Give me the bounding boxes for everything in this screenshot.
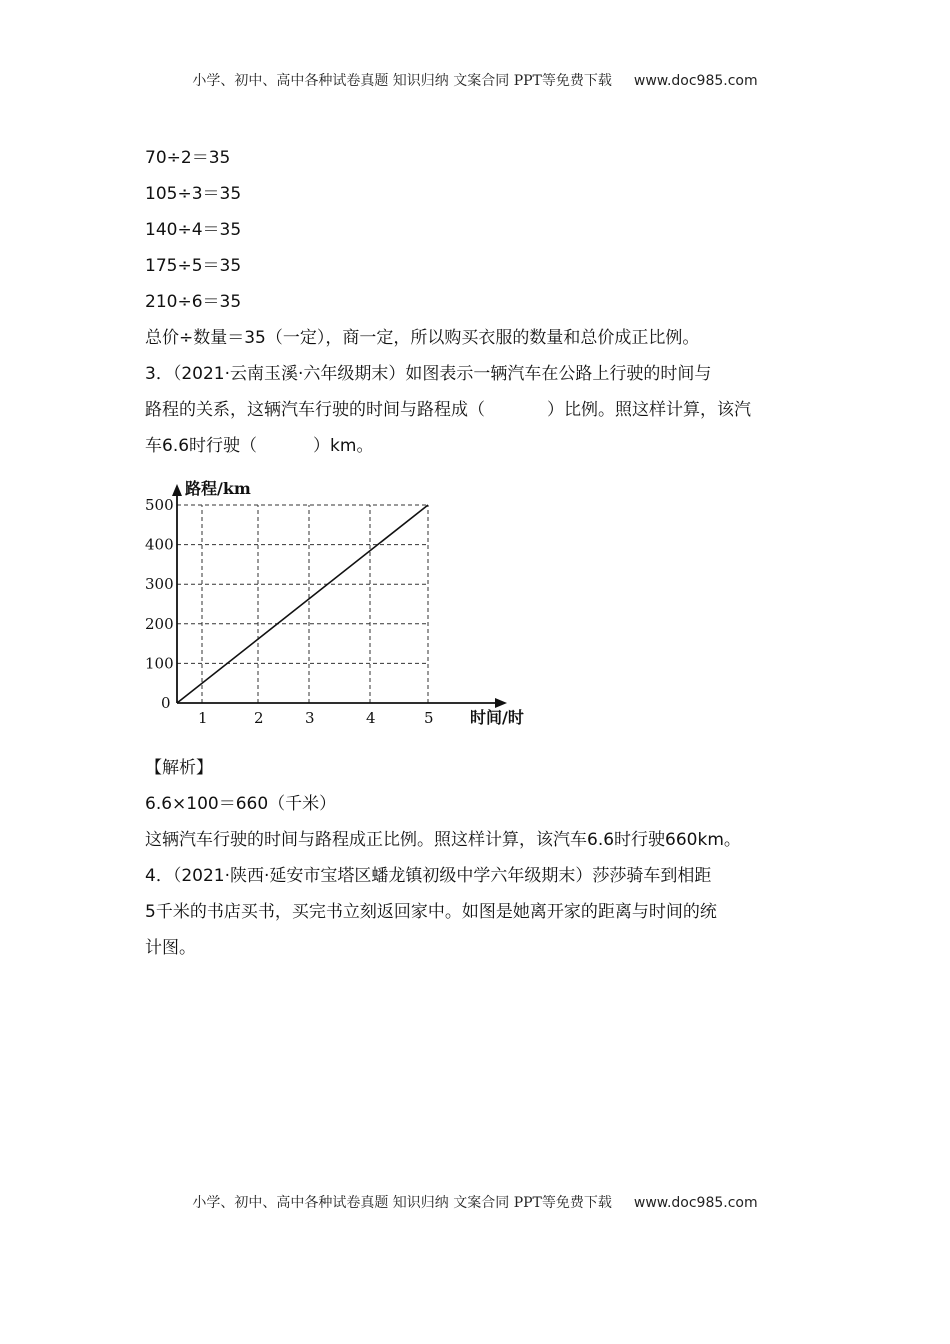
calc-line-4: 175÷5＝35 bbox=[145, 256, 242, 276]
page-footer bbox=[0, 1192, 950, 1212]
y-axis-label: 路程/km bbox=[185, 479, 251, 498]
question-3-text-c: 车6.6时行驶（ bbox=[145, 436, 258, 456]
y-tick-label-300: 300 bbox=[145, 575, 174, 594]
header-site: www.doc985.com bbox=[633, 73, 758, 89]
calc-line-3: 140÷4＝35 bbox=[145, 220, 242, 240]
footer-site: www.doc985.com bbox=[633, 1195, 758, 1211]
question-3-line-2 bbox=[145, 392, 810, 428]
y-tick-label-400: 400 bbox=[145, 535, 174, 554]
x-tick-label-3: 3 bbox=[305, 709, 315, 727]
page-header bbox=[0, 70, 950, 90]
conclusion-text: 总价÷数量＝35（一定），商一定，所以购买衣服的数量和总价成正比例。 bbox=[145, 328, 700, 348]
x-tick-label-5: 5 bbox=[424, 709, 434, 727]
question-3-text-a: 路程的关系，这辆汽车行驶的时间与路程成（ bbox=[145, 400, 485, 420]
question-3-text-d: ）km。 bbox=[313, 436, 374, 456]
y-tick-label-100: 100 bbox=[145, 654, 174, 673]
x-tick-label-4: 4 bbox=[366, 709, 376, 727]
question-4-line-2: 5千米的书店买书，买完书立刻返回家中。如图是她离开家的距离与时间的统 bbox=[145, 902, 717, 922]
analysis-line-1: 6.6×100＝660（千米） bbox=[145, 794, 337, 814]
calc-line-1: 70÷2＝35 bbox=[145, 148, 231, 168]
chart-series bbox=[177, 505, 428, 703]
question-4-line-1: 4．（2021·陕西·延安市宝塔区蟠龙镇初级中学六年级期末）莎莎骑车到相距 bbox=[145, 866, 712, 886]
header-text: 小学、初中、高中各种试卷真题 知识归纳 文案合同 PPT等免费下载 bbox=[192, 73, 612, 89]
chart-axes bbox=[161, 479, 524, 727]
footer-text: 小学、初中、高中各种试卷真题 知识归纳 文案合同 PPT等免费下载 bbox=[192, 1195, 612, 1211]
distance-time-chart bbox=[145, 472, 810, 740]
y-tick-label-200: 200 bbox=[145, 614, 174, 633]
x-axis-label: 时间/时 bbox=[470, 708, 524, 727]
x-axis-arrow-icon bbox=[495, 698, 507, 708]
analysis-title: 【解析】 bbox=[145, 758, 213, 778]
distance-line bbox=[177, 505, 428, 703]
calc-line-2: 105÷3＝35 bbox=[145, 184, 242, 204]
question-4-line-3: 计图。 bbox=[145, 938, 196, 958]
chart-tick-labels bbox=[145, 496, 434, 727]
question-3-text-b: ）比例。照这样计算，该汽 bbox=[547, 400, 751, 420]
question-3-line-1: 3．（2021·云南玉溪·六年级期末）如图表示一辆汽车在公路上行驶的时间与 bbox=[145, 364, 712, 384]
chart-svg bbox=[145, 472, 545, 727]
y-axis-arrow-icon bbox=[172, 484, 182, 496]
x-tick-label-2: 2 bbox=[254, 709, 264, 727]
origin-label: 0 bbox=[161, 694, 171, 712]
y-tick-label-500: 500 bbox=[145, 496, 174, 514]
document-body bbox=[145, 140, 810, 966]
analysis-line-2: 这辆汽车行驶的时间与路程成正比例。照这样计算，该汽车6.6时行驶660km。 bbox=[145, 830, 741, 850]
x-tick-label-1: 1 bbox=[198, 709, 208, 727]
calc-line-5: 210÷6＝35 bbox=[145, 292, 242, 312]
question-3-line-3 bbox=[145, 428, 810, 464]
